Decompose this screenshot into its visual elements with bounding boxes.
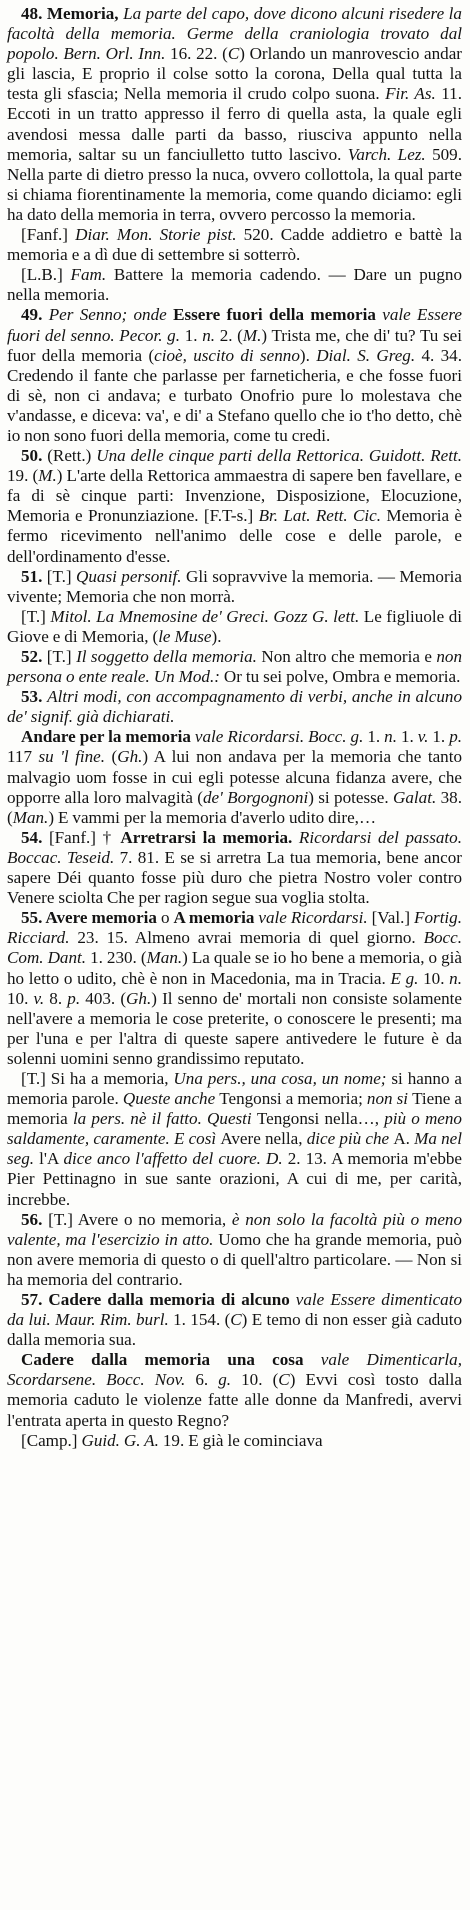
italic-text: n. xyxy=(202,325,220,345)
entry-paragraph xyxy=(7,1210,462,1290)
text-run: ) si potesse. xyxy=(308,787,394,807)
text-run: 8. xyxy=(49,988,68,1008)
text-run: 19. E già le cominciava xyxy=(162,1430,323,1450)
text-run: 6. xyxy=(195,1370,219,1390)
text-run: 10. xyxy=(423,968,450,988)
italic-text: Galat. xyxy=(393,787,441,807)
text-run: [T.] xyxy=(46,647,77,666)
italic-text: Man. xyxy=(12,807,49,827)
italic-text: Il soggetto della memoria. xyxy=(76,647,262,666)
italic-text: Ricordarsi del passato. Boccac. Teseid. xyxy=(7,827,462,867)
italic-text: cioè, uscito di senno xyxy=(154,345,300,365)
text-run: [T.] xyxy=(46,566,77,586)
text-run: Avere nella, xyxy=(220,1129,307,1149)
text-run: si hanno a memoria parole. xyxy=(7,1068,463,1109)
italic-text: C xyxy=(278,1370,290,1390)
italic-text: Ma nel seg. xyxy=(7,1129,462,1169)
text-run: 1. xyxy=(367,727,385,747)
text-run: Tengonsi nella…, xyxy=(256,1109,385,1129)
text-run: ) Il senno de' mortali non consiste solamente nell'avere a memoria le cose preterite, o conoscere le presenti; ma per l'una e per l'altra di queste sapere antivedere le future è da solenni uomini senno grandissimo reputato. xyxy=(7,988,462,1068)
italic-text: Una pers., una cosa, un nome; xyxy=(173,1068,392,1088)
entry-number: 56. xyxy=(21,1209,49,1229)
text-run: Uomo che ha grande memoria, può non avere memoria di questo o di quell'altro particolare. — Non si ha memoria del contrario. xyxy=(7,1229,462,1289)
italic-text: dice più che xyxy=(306,1129,394,1149)
text-run: l'A xyxy=(39,1149,64,1169)
text-run: [Fanf.] † xyxy=(48,827,121,847)
italic-text: Queste anche xyxy=(122,1089,220,1109)
text-run: A. xyxy=(393,1129,415,1149)
italic-text: le Muse xyxy=(158,626,212,646)
text-run: [Fanf.] xyxy=(21,225,76,245)
italic-text: vale Ricordarsi. Bocc. g. xyxy=(194,727,368,747)
text-run: ( xyxy=(111,747,118,767)
entry-paragraph xyxy=(7,828,462,908)
entry-paragraph xyxy=(7,647,462,687)
italic-text: dice anco l'affetto del cuore. D. xyxy=(63,1149,288,1169)
text-run: [T.] xyxy=(21,606,51,626)
italic-text: Bocc. Com. Dant. xyxy=(7,928,462,968)
italic-text: Fir. As. xyxy=(385,84,442,104)
italic-text: n. xyxy=(384,727,401,747)
text-run: 38. ( xyxy=(7,787,462,827)
entry-paragraph xyxy=(7,687,462,727)
text-run: [T.] Si ha a memoria, xyxy=(21,1068,174,1088)
entry-paragraph xyxy=(7,567,462,607)
italic-text: non si xyxy=(366,1089,413,1109)
bold-term: Avere memoria xyxy=(45,908,161,928)
text-run: [Val.] xyxy=(371,908,415,928)
entry-number: 57. xyxy=(21,1290,49,1309)
italic-text: g. xyxy=(218,1370,242,1390)
italic-text: Una delle cinque parti della Rettorica. Guidott. Rett. xyxy=(96,446,462,466)
italic-text: su 'l fine. xyxy=(38,747,112,767)
entry-paragraph xyxy=(7,727,462,827)
text-run: [Camp.] xyxy=(21,1430,82,1450)
text-run: 2. 13. A memoria m'ebbe Pier Pettinagno in sue sante orazioni, A cui di me, per carità, increbbe. xyxy=(7,1149,462,1209)
text-run: Le figliuole di Giove e di Memoria, ( xyxy=(7,606,463,646)
italic-text: è non solo la facoltà più o meno valente, ma l'esercizio in atto. xyxy=(7,1209,462,1249)
text-run: ) La quale se io ho bene a memoria, o già ho letto o udito, chè è non in Macedonia, ma in Tracia. xyxy=(7,948,462,988)
bold-term: A memoria xyxy=(173,908,259,928)
italic-text: la pers. nè il fatto. Questi xyxy=(72,1109,257,1129)
italic-text: v. xyxy=(417,727,433,747)
entry-paragraph xyxy=(7,1431,462,1451)
text-run: ). xyxy=(299,345,317,365)
entry-paragraph xyxy=(7,1069,462,1210)
text-run: 23. 15. Almeno avrai memoria di quel giorno. xyxy=(77,928,424,948)
entry-number: 49. xyxy=(21,305,49,325)
bold-term: Andare per la memoria xyxy=(21,727,195,747)
italic-text: non persona o ente reale. Un Mod.: xyxy=(7,647,462,687)
italic-text: p. xyxy=(67,988,86,1008)
italic-text: vale Ricordarsi. xyxy=(258,908,372,928)
text-run: 117 xyxy=(7,747,39,767)
text-run: o xyxy=(160,908,174,928)
italic-text: de' Borgognoni xyxy=(202,787,309,807)
text-run: 10. xyxy=(7,988,34,1008)
italic-text: Gh. xyxy=(117,747,143,767)
text-run: ) A lui non andava per la memoria che tanto malvagio uom fosse in cui egli potesse alcuna fidanza avere, che opporre alla loro malvagità ( xyxy=(7,747,462,807)
entry-number: 48. xyxy=(21,4,47,23)
entry-number: 52. xyxy=(21,647,47,666)
italic-text: Guid. G. A. xyxy=(81,1430,163,1450)
italic-text: n. xyxy=(449,968,462,988)
text-run: ) E temo di non esser già caduto dalla memoria sua. xyxy=(7,1310,463,1350)
entry-number: 55. xyxy=(21,908,46,928)
text-run: ) L'arte della Rettorica ammaestra di sapere ben favellare, e fa di sè cinque parti: Invenzione, Disposizione, Elocuzione, Memoria e Pronunziazione. [F.T-s.] xyxy=(7,466,462,526)
entry-paragraph xyxy=(7,305,462,446)
italic-text: vale Essere fuori del senno. Pecor. g. xyxy=(7,305,462,345)
italic-text: Quasi personif. xyxy=(76,566,186,586)
italic-text: Gh. xyxy=(126,988,152,1008)
entry-paragraph xyxy=(7,446,462,567)
bold-term: Essere fuori della memoria xyxy=(173,305,383,325)
italic-text: Varch. Lez. xyxy=(347,144,433,164)
entry-paragraph xyxy=(7,908,462,1069)
text-run: Gli sopravvive la memoria. — Memoria vivente; Memoria che non morrà. xyxy=(7,566,463,606)
italic-text: più o meno saldamente, caramente. E così xyxy=(7,1109,462,1149)
entry-number: 50. xyxy=(21,446,48,466)
text-run: 7. 81. E se si arretra La tua memoria, bene ancor sapere Déi quanto fosse più duro che pietra Nostro voler contro Venere sciolta Che per ragion segue sua voglia stolta. xyxy=(7,847,462,908)
italic-text: Diar. Mon. Storie pist. xyxy=(75,225,244,245)
italic-text: Mitol. La Mnemosine de' Greci. Gozz G. lett. xyxy=(50,606,364,626)
text-run: 19. ( xyxy=(7,466,39,486)
entry-number: 51. xyxy=(21,566,47,586)
text-run: 1. xyxy=(184,325,203,345)
text-run: Tengonsi a memoria; xyxy=(219,1089,367,1109)
text-run: 1. xyxy=(432,727,450,747)
italic-text: M. xyxy=(38,466,57,486)
italic-text: Per Senno; onde xyxy=(48,305,174,325)
entry-paragraph xyxy=(7,225,462,265)
bold-term: Arretrarsi la memoria. xyxy=(120,827,299,847)
text-run: 16. 22. ( xyxy=(170,44,228,64)
entry-paragraph xyxy=(7,1350,462,1430)
italic-text: Dial. S. Greg. xyxy=(316,345,422,365)
text-run: 11. Eccoti in un tratto appresso il ferro di quella asta, la quale egli avendosi messa dalle parti da basso, riusciva appunto nella memoria, saltar su un fanciulletto tutto lascivo. xyxy=(7,84,462,164)
bold-term: Memoria, xyxy=(46,4,124,23)
italic-text: v. xyxy=(33,988,50,1008)
italic-text: vale Essere dimenticato da lui. Maur. Rim. burl. xyxy=(7,1290,462,1330)
italic-text: vale Dimenticarla, Scordarsene. Bocc. Nov. xyxy=(7,1350,462,1390)
text-run: Memoria è fermo ricevimento nell'animo delle cose e delle parole, e dell'ordinamento d'esse. xyxy=(7,506,462,566)
text-run: ) Evvi così tosto dalla memoria caduto le violenze fatte alle donne da Manfredi, avervi l'entrata aperta in questo Regno? xyxy=(7,1370,462,1430)
italic-text: C xyxy=(227,44,240,64)
entry-paragraph xyxy=(7,265,462,305)
text-run: Battere la memoria cadendo. — Dare un pugno nella memoria. xyxy=(7,265,462,305)
text-run: [L.B.] xyxy=(21,265,71,285)
italic-text: La parte del capo, dove dicono alcuni risedere la facoltà della memoria. Germe della craniologia trovato dal popolo. Bern. Orl. Inn. xyxy=(7,4,462,64)
entry-paragraph xyxy=(7,607,462,647)
text-run: ). xyxy=(211,626,222,646)
italic-text: M. xyxy=(242,325,262,345)
text-run: 1. 230. ( xyxy=(90,948,147,968)
italic-text: p. xyxy=(449,727,463,747)
text-run: 2. ( xyxy=(219,325,243,345)
bold-term: Cadere dalla memoria una cosa xyxy=(21,1350,321,1370)
italic-text: Br. Lat. Rett. Cic. xyxy=(258,506,387,526)
entry-number: 53. xyxy=(21,687,48,707)
text-run: 4. 34. Credendo il fante che parlasse per farneticheria, e che fosse fuori di sè, non ci andava; e turbato Onofrio pure lo molestava che v'andasse, e diceva: va', e di' a Stefano quello che io t'ho detto, chè io non sono fuori della memoria, come tu credi. xyxy=(7,345,462,445)
italic-text: Altri modi, con accompagnamento di verbi, anche in alcuno de' signif. già dichiarati. xyxy=(7,687,463,727)
text-run: ) E vammi per la memoria d'averlo udito dire,… xyxy=(48,807,377,827)
bold-term: Cadere dalla memoria di alcuno xyxy=(48,1290,296,1309)
text-run: 520. Cadde addietro e battè la memoria e a dì due di settembre si sotterrò. xyxy=(7,225,462,265)
text-run: [T.] Avere o no memoria, xyxy=(48,1209,232,1229)
italic-text: C xyxy=(230,1310,242,1330)
italic-text: E g. xyxy=(390,968,424,988)
text-run: 403. ( xyxy=(85,988,127,1008)
text-run: 509. Nella parte di dietro presso la nuca, ovvero collottola, la qual parte si chiama fiorentinamente la memoria, come quando diciamo: egli ha dato della memoria in terra, ovvero percosso la memoria. xyxy=(7,144,462,224)
text-run: Tiene a memoria xyxy=(7,1089,463,1129)
text-run: Non altro che memoria e xyxy=(261,647,437,666)
italic-text: Fam. xyxy=(70,265,114,285)
entry-number: 54. xyxy=(21,827,49,847)
text-run: 1. 154. ( xyxy=(173,1310,231,1330)
text-run: 10. ( xyxy=(241,1370,279,1390)
entry-paragraph xyxy=(7,4,462,225)
text-run: (Rett.) xyxy=(47,446,97,466)
text-run: Or tu sei polve, Ombra e memoria. xyxy=(223,667,461,687)
entry-paragraph xyxy=(7,1290,462,1350)
italic-text: Man. xyxy=(146,948,183,968)
text-run: ) Orlando un manrovescio andar gli lascia, E proprio il colse sotto la corona, Della qual tutta la testa gli sfascia; Nella memoria il crudo colpo suona. xyxy=(7,44,463,104)
text-run: 1. xyxy=(400,727,418,747)
italic-text: Fortig. Ricciard. xyxy=(7,908,463,948)
text-run: ) Trista me, che di' tu? Tu sei fuor della memoria ( xyxy=(7,325,462,365)
